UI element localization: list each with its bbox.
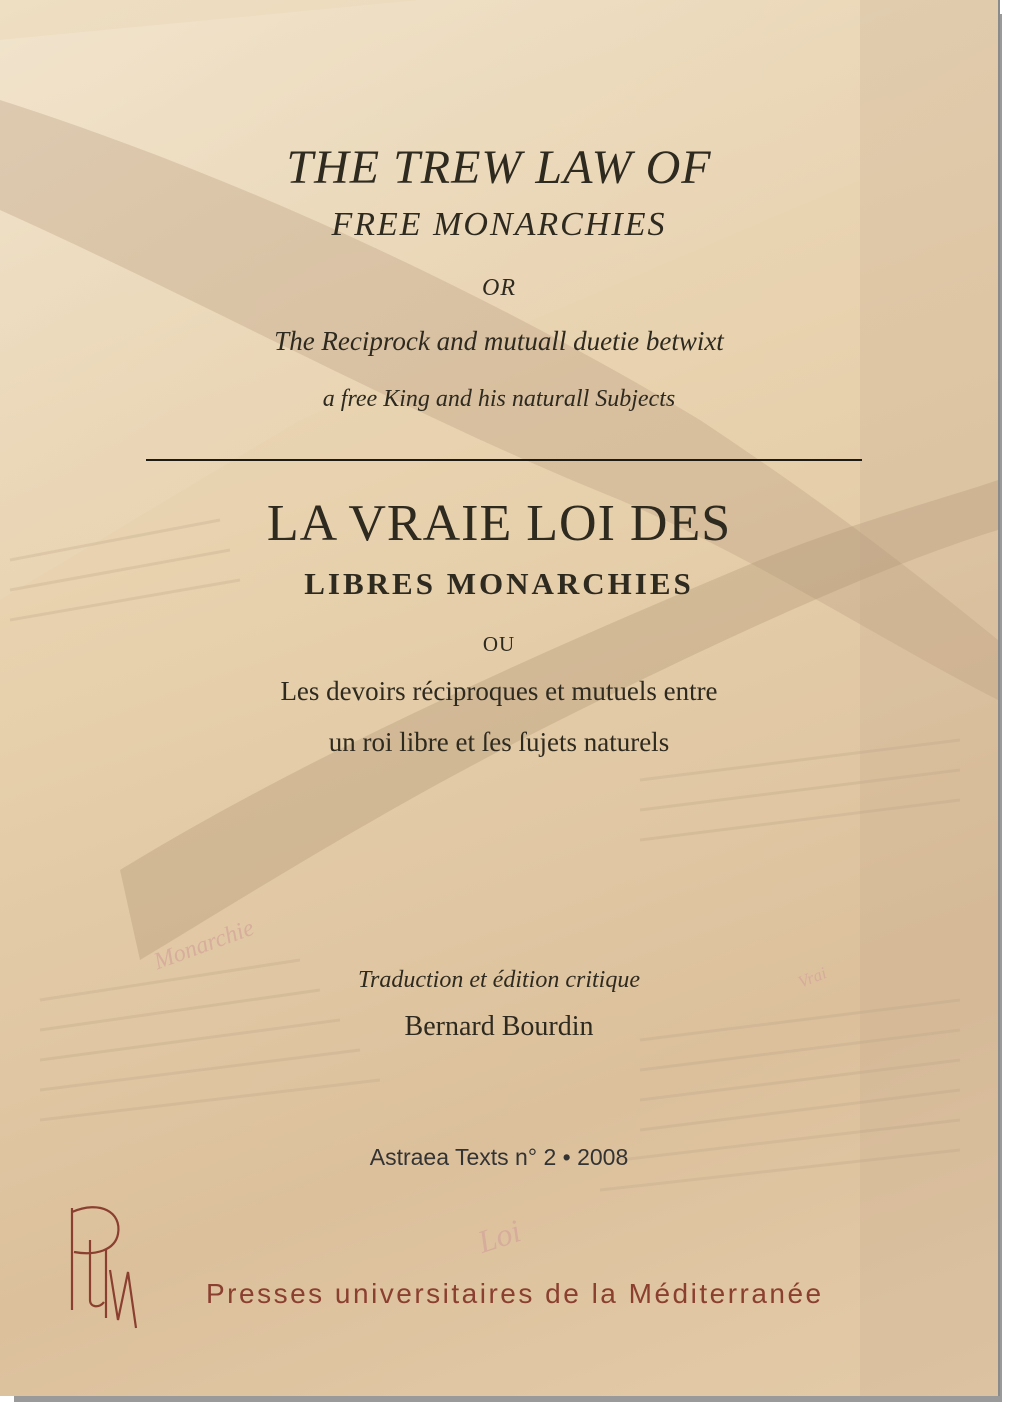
french-title: LA VRAIE LOI DES [266, 495, 732, 552]
publisher-name: Presses universitaires de la Méditerranée [206, 1278, 824, 1309]
watermark-vrai: Vrai [795, 963, 830, 992]
english-description-line-2: a free King and his naturall Subjects [322, 386, 676, 412]
english-or: OR [482, 275, 516, 301]
french-description-line-2: un roi libre et ſes ſujets naturels [328, 727, 670, 757]
title-divider [146, 459, 862, 461]
watermark-monarchie: Monarchie [150, 914, 258, 976]
english-title: THE TREW LAW OF [286, 141, 712, 194]
english-subtitle: FREE MONARCHIES [331, 206, 667, 243]
series-info: Astraea Texts n° 2 • 2008 [369, 1144, 629, 1170]
credit-label: Traduction et édition critique [358, 967, 640, 993]
watermark-loi: Loi [473, 1212, 526, 1260]
french-description-line-1: Les devoirs réciproques et mutuels entre [280, 676, 718, 706]
pulm-logo-icon [60, 1190, 150, 1340]
author-name: Bernard Bourdin [404, 1011, 594, 1042]
english-description-line-1: The Reciprock and mutuall duetie betwixt [274, 326, 724, 356]
french-subtitle: LIBRES MONARCHIES [304, 566, 694, 601]
french-or: OU [482, 632, 516, 656]
